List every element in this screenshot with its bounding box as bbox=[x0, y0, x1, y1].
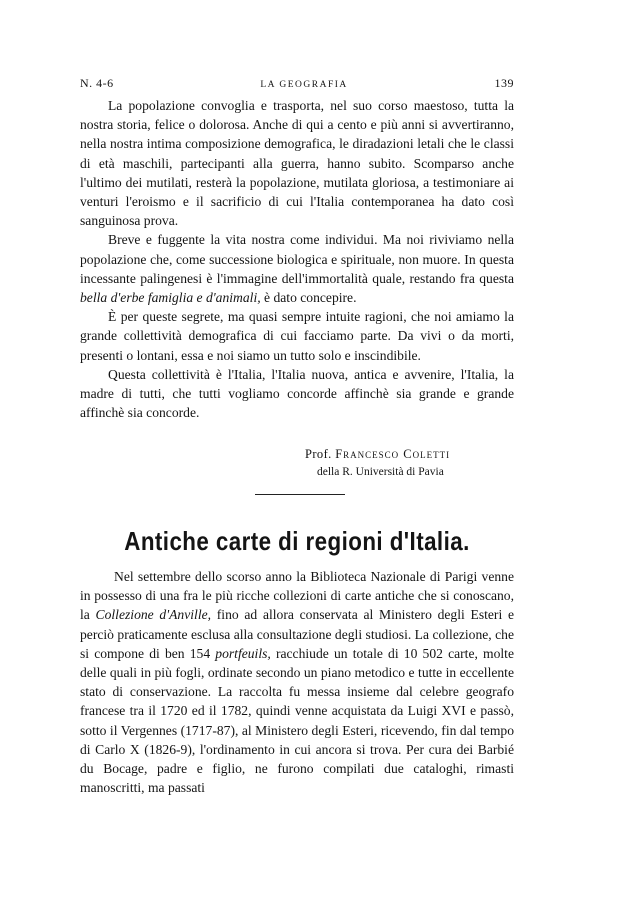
paragraph: È per queste segrete, ma quasi sempre intuite ragioni, che noi amiamo la grande collettività demografica di cui facciamo parte. Da vivi o da morti, presenti o lontani, essa e noi siamo un tutto solo e inscindibile. bbox=[80, 309, 514, 363]
article-body bbox=[80, 567, 514, 797]
italic-term: portfeuils, bbox=[215, 645, 271, 661]
journal-title: LA GEOGRAFIA bbox=[260, 80, 348, 90]
author-name: Francesco Coletti bbox=[335, 447, 451, 461]
section-divider bbox=[255, 494, 345, 495]
author-signature bbox=[80, 445, 514, 481]
italic-collection-name: Collezione d'Anville, bbox=[95, 607, 212, 623]
closing-essay-text bbox=[80, 96, 514, 422]
author-name-line: Prof. Francesco Coletti bbox=[305, 447, 451, 461]
author-affiliation: della R. Università di Pavia bbox=[317, 466, 444, 478]
issue-number: N. 4-6 bbox=[80, 76, 114, 90]
italic-quote: bella d'erbe famiglia e d'animali, bbox=[80, 290, 261, 306]
running-header bbox=[80, 76, 514, 91]
paragraph: Nel settembre dello scorso anno la Biblioteca Nazionale di Parigi venne in possesso di una fra le più ricche collezioni di carte antiche che si conoscano, la Collezione d'Anville, fino ad allora conservata al Ministero degli Esteri e perciò praticamente esclusa alla consultazione degli studiosi. La collezione, che si compone di ben 154 portfeuils, racchiude un totale di 10 502 carte, molte delle quali in più fogli, ordinate secondo un piano metodico e tutte in eccellente stato di conservazione. La raccolta fu messa insieme dal celebre geografo francese tra il 1720 ed il 1782, quindi venne acquistata da Luigi XVI e passò, sotto il Vergennes (1717-87), al Ministero degli Esteri, ricevendo, fin dal tempo di Carlo X (1826-9), l'ordinamento in cui ancora si trova. Per cura dei Barbié du Bocage, padre e figlio, ne furono compilati due cataloghi, rimasti manoscritti, ma passati bbox=[80, 569, 514, 796]
paragraph: Breve e fuggente la vita nostra come individui. Ma noi riviviamo nella popolazione che, come successione biologica e spirituale, non muore. In questa incessante palingenesi è l'immagine dell'immortalità quale, restando fra questa bella d'erbe famiglia e d'animali, è dato concepire. bbox=[80, 232, 514, 306]
article-title: Antiche carte di regioni d'Italia. bbox=[124, 526, 470, 556]
page-number: 139 bbox=[494, 76, 514, 90]
paragraph: La popolazione convoglia e trasporta, nel suo corso maestoso, tutta la nostra storia, felice o dolorosa. Anche di qui a cento e più anni si avvertiranno, nella nostra intima composizione demografica, le diradazioni letali che le classi di età maschili, partecipanti alla guerra, hanno subito. Scomparso anche l'ultimo dei mutilati, resterà la popolazione, mutilata gloriosa, a testimoniare ai venturi l'eroismo e il sacrificio di cui l'Italia contemporanea ha dato così sanguinosa prova. bbox=[80, 98, 514, 229]
paragraph: Questa collettività è l'Italia, l'Italia nuova, antica e avvenire, l'Italia, la madre di tutti, che tutti vogliamo concorde affinchè sia grande e grande affinchè sia concorde. bbox=[80, 366, 514, 421]
